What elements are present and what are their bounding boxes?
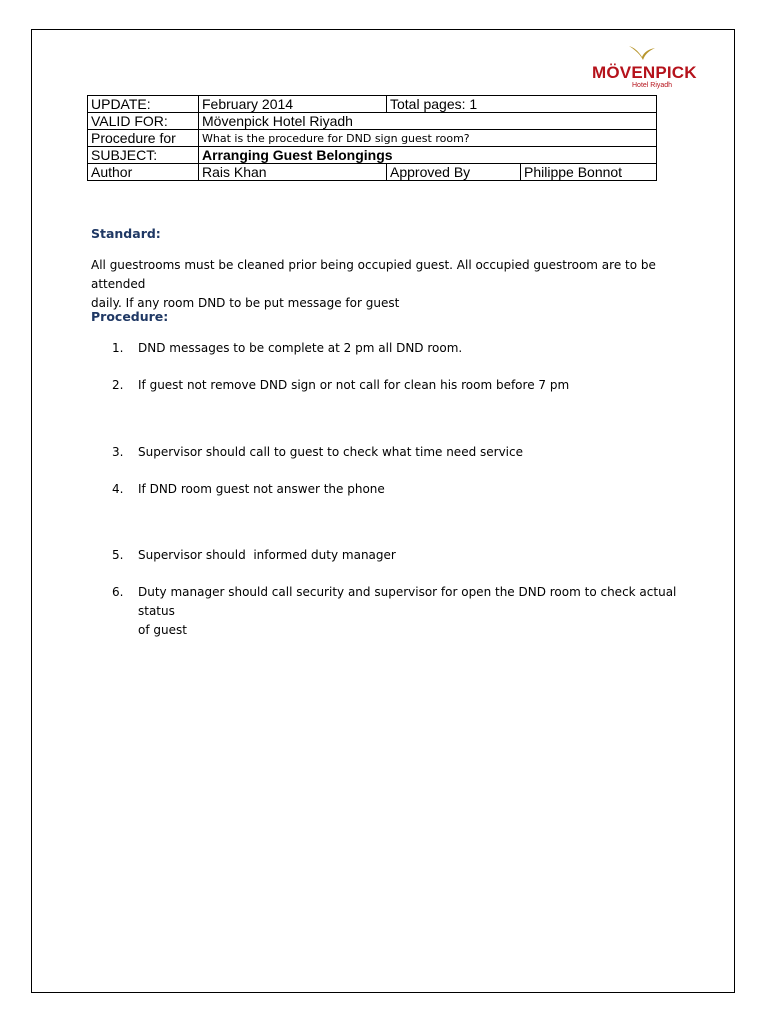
logo-brand: MÖVENPICK — [592, 63, 697, 82]
step-number: 2. — [112, 378, 124, 392]
logo-subtitle: Hotel Riyadh — [632, 82, 673, 89]
valid-for-value: Mövenpick Hotel Riyadh — [199, 113, 657, 130]
standard-paragraph — [91, 256, 701, 313]
step-text-line-1: Duty manager should call security and supervisor for open the DND room to check actual status — [138, 585, 677, 618]
standard-line-1: All guestrooms must be cleaned prior being occupied guest. All occupied guestroom are to be attended — [91, 258, 656, 291]
subject-value: Arranging Guest Belongings — [199, 147, 657, 164]
total-pages: Total pages: 1 — [387, 96, 657, 113]
approved-by-value: Philippe Bonnot — [521, 164, 657, 181]
valid-for-label: VALID FOR: — [88, 113, 199, 130]
author-value: Rais Khan — [199, 164, 387, 181]
step-text: Supervisor should call to guest to check what time need service — [138, 445, 523, 459]
step-text: If guest not remove DND sign or not call for clean his room before 7 pm — [138, 378, 570, 392]
step-text: If DND room guest not answer the phone — [138, 482, 385, 496]
step-number: 4. — [112, 482, 124, 496]
update-label: UPDATE: — [88, 96, 199, 113]
movenpick-logo — [592, 42, 697, 94]
step-text: DND messages to be complete at 2 pm all DND room. — [138, 341, 463, 355]
subject-label: SUBJECT: — [88, 147, 199, 164]
procedure-value: What is the procedure for DND sign guest room? — [199, 130, 657, 147]
step-number: 5. — [112, 548, 124, 562]
step-number: 6. — [112, 585, 124, 599]
step-number: 1. — [112, 341, 124, 355]
procedure-heading: Procedure: — [91, 309, 169, 324]
procedure-label: Procedure for — [88, 130, 199, 147]
approved-by-label: Approved By — [387, 164, 521, 181]
header-table — [87, 95, 657, 181]
step-text: Supervisor should informed duty manager — [138, 548, 396, 562]
standard-heading: Standard: — [91, 226, 161, 241]
step-text — [138, 583, 698, 640]
update-value: February 2014 — [199, 96, 387, 113]
bird-icon — [627, 42, 657, 62]
standard-line-2: daily. If any room DND to be put message for guest — [91, 296, 400, 310]
step-text-line-2: of guest — [138, 623, 187, 637]
author-label: Author — [88, 164, 199, 181]
step-number: 3. — [112, 445, 124, 459]
